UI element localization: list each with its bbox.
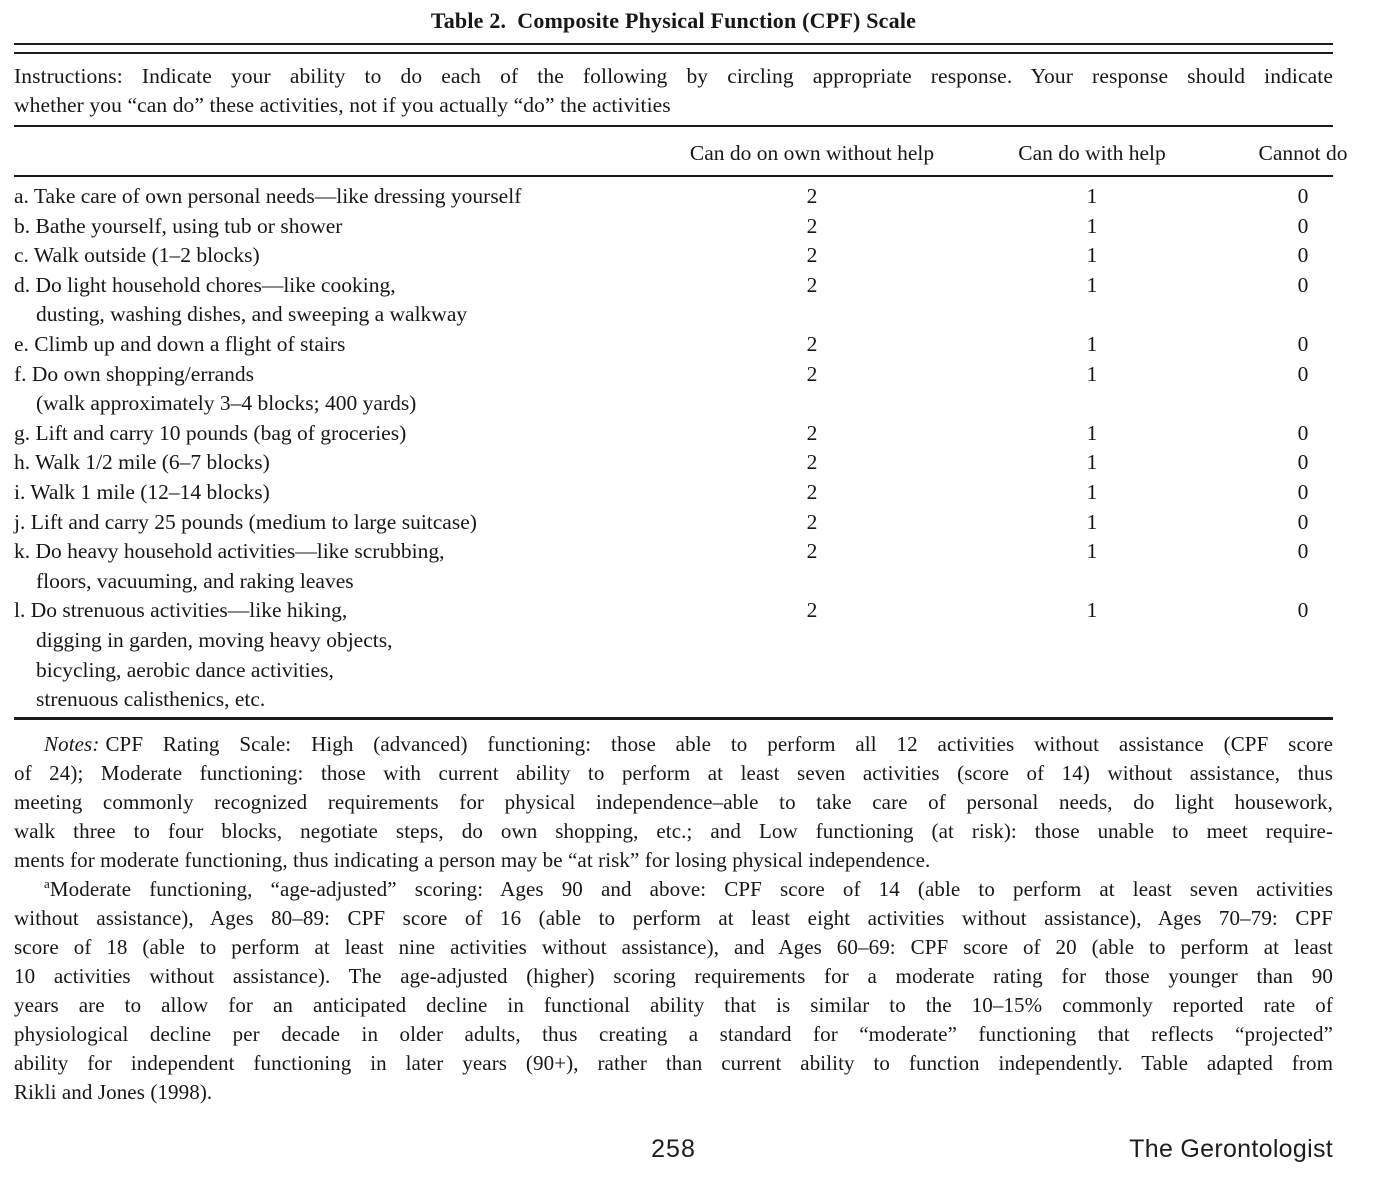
col-header-cannot-do-label: Cannot do [1258,141,1348,165]
score-can-do-own [713,656,911,686]
table-title-text: Composite Physical Function (CPF) Scale [517,8,917,33]
note-line: ability for independent functioning in later years (90+), rather than current ability to function independently. Table adapted from [14,1050,1333,1075]
table-header-row [14,127,1348,175]
table-row [14,419,1333,449]
activity-label: digging in garden, moving heavy objects, [36,627,393,652]
score-can-do-own: 2 [806,450,818,475]
note-line-text: Moderate functioning, “age-adjusted” scoring: Ages 90 and above: CPF score of 14 (able to perform at least seven activities [49,876,1333,901]
notes-block [14,720,1333,1107]
score-can-do-with-help: 1 [1086,331,1098,356]
col-header-cannot-do [1258,139,1348,168]
score-can-do-with-help: 1 [1086,243,1098,268]
activity-label: floors, vacuuming, and raking leaves [36,568,354,593]
score-cannot-do: 0 [1297,598,1309,623]
instructions-block [14,54,1333,125]
table-row [14,656,1333,686]
score-can-do-own: 2 [806,539,818,564]
table-row [14,300,1333,330]
table-row [14,567,1333,597]
score-can-do-own [713,685,911,715]
double-rule-top [14,43,1333,54]
score-can-do-with-help: 1 [1086,361,1098,386]
score-cannot-do: 0 [1297,420,1309,445]
score-can-do-with-help: 1 [1086,450,1098,475]
score-can-do-with-help: 1 [1086,479,1098,504]
score-can-do-own [713,567,911,597]
score-can-do-own: 2 [806,184,818,208]
note-line: ments for moderate functioning, thus indicating a person may be “at risk” for losing physical independence. [14,847,931,872]
table-title [14,6,1333,36]
activity-label: g. Lift and carry 10 pounds (bag of groceries) [14,420,407,445]
score-cannot-do: 0 [1297,509,1309,534]
score-can-do-own: 2 [806,420,818,445]
score-cannot-do: 0 [1297,331,1309,356]
activity-label: strenuous calisthenics, etc. [36,687,266,712]
score-can-do-with-help: 1 [1086,213,1098,238]
notes-paragraph-2 [14,875,1333,1107]
activity-label: k. Do heavy household activities—like scrubbing, [14,539,445,564]
score-can-do-own [713,626,911,656]
activity-label: bicycling, aerobic dance activities, [36,657,334,682]
score-cannot-do: 0 [1297,450,1309,475]
score-cannot-do: 0 [1297,539,1309,564]
score-can-do-own: 2 [806,213,818,238]
note-line: Rikli and Jones (1998). [14,1079,213,1104]
score-cannot-do [1273,300,1333,330]
activity-label: (walk approximately 3–4 blocks; 400 yards) [36,391,417,416]
note-line [14,730,1333,759]
activity-label: b. Bathe yourself, using tub or shower [14,213,343,238]
score-can-do-with-help [911,656,1273,686]
activity-label: l. Do strenuous activities—like hiking, [14,598,348,623]
table-row [14,478,1333,508]
table-row [14,330,1333,360]
score-can-do-own [713,389,911,419]
table-row [14,212,1333,242]
score-can-do-own: 2 [806,331,818,356]
score-can-do-with-help: 1 [1086,539,1098,564]
score-can-do-with-help: 1 [1086,184,1098,208]
table-row [14,389,1333,419]
score-cannot-do: 0 [1297,272,1309,297]
score-cannot-do [1273,656,1333,686]
score-cannot-do: 0 [1297,479,1309,504]
instructions-line-1: Instructions: Indicate your ability to do each of the following by circling appropriate response. Your response should indicate [14,64,1333,88]
note-line: 10 activities without assistance). The age-adjusted (higher) scoring requirements for a moderate rating for those younger than 90 [14,963,1333,988]
score-can-do-with-help: 1 [1086,420,1098,445]
score-can-do-own: 2 [806,479,818,504]
score-cannot-do [1273,567,1333,597]
instructions-line-2: whether you “can do” these activities, not if you actually “do” the activities [14,93,671,117]
activity-label: f. Do own shopping/errands [14,361,255,386]
table-row [14,182,1333,212]
activity-label: dusting, washing dishes, and sweeping a walkway [36,302,468,327]
note-line-text: CPF Rating Scale: High (advanced) functioning: those able to perform all 12 activities without assistance (CPF score [105,731,1333,756]
notes-label: Notes: [44,731,100,756]
score-cannot-do [1273,389,1333,419]
table-number: Table 2. [430,8,507,33]
table-row [14,508,1333,538]
table-body [14,177,1333,717]
score-cannot-do [1273,685,1333,715]
score-can-do-own: 2 [806,361,818,386]
activity-label: e. Climb up and down a flight of stairs [14,331,346,356]
score-can-do-with-help [911,685,1273,715]
col-header-can-do-with-help [911,139,1273,168]
table-row [14,271,1333,301]
table-row [14,448,1333,478]
table-row [14,537,1333,567]
score-cannot-do: 0 [1297,184,1309,208]
table-row [14,241,1333,271]
table-row [14,596,1333,626]
col-header-can-do-own-label: Can do on own without help [689,141,935,165]
activity-label: d. Do light household chores—like cooking, [14,272,396,297]
col-header-can-do-with-help-label: Can do with help [1018,141,1166,165]
score-cannot-do: 0 [1297,213,1309,238]
table-row [14,360,1333,390]
score-can-do-own: 2 [806,243,818,268]
footnote-marker: a [44,875,50,891]
score-can-do-with-help: 1 [1086,509,1098,534]
score-cannot-do: 0 [1297,361,1309,386]
page-number: 258 [651,1134,696,1163]
activity-label: j. Lift and carry 25 pounds (medium to large suitcase) [14,509,477,534]
note-line: years are to allow for an anticipated decline in functional ability that is similar to the 10–15% commonly reported rate of [14,992,1333,1017]
note-line: physiological decline per decade in older adults, thus creating a standard for “moderate” functioning that reflects “projected” [14,1021,1333,1046]
score-can-do-with-help [911,567,1273,597]
table-row [14,685,1333,715]
activity-label: a. Take care of own personal needs—like dressing yourself [14,184,522,208]
journal-name: The Gerontologist [1129,1134,1333,1163]
score-can-do-with-help [911,300,1273,330]
note-line [14,875,1333,904]
note-line: score of 18 (able to perform at least nine activities without assistance), and Ages 60–69: CPF score of 20 (able to perform at least [14,934,1333,959]
activity-label: c. Walk outside (1–2 blocks) [14,243,260,268]
note-line: without assistance), Ages 80–89: CPF score of 16 (able to perform at least eight activities without assistance), Ages 70–79: CPF [14,905,1333,930]
note-line: meeting commonly recognized requirements for physical independence–able to take care of personal needs, do light housework, [14,789,1333,814]
score-can-do-own: 2 [806,509,818,534]
score-can-do-with-help [911,389,1273,419]
activity-label: i. Walk 1 mile (12–14 blocks) [14,479,270,504]
score-cannot-do [1273,626,1333,656]
score-can-do-own: 2 [806,598,818,623]
score-can-do-own [713,300,911,330]
note-line: of 24); Moderate functioning: those with current ability to perform at least seven activities (score of 14) without assistance, thus [14,760,1333,785]
page-footer [14,1135,1333,1171]
score-can-do-with-help: 1 [1086,272,1098,297]
notes-paragraph-1 [14,730,1333,875]
col-header-can-do-own [689,139,935,168]
table-row [14,626,1333,656]
score-can-do-with-help: 1 [1086,598,1098,623]
score-can-do-own: 2 [806,272,818,297]
activity-label: h. Walk 1/2 mile (6–7 blocks) [14,450,270,475]
score-can-do-with-help [911,626,1273,656]
note-line: walk three to four blocks, negotiate steps, do own shopping, etc.; and Low functioning (at risk): those unable to meet require- [14,818,1333,843]
score-cannot-do: 0 [1297,243,1309,268]
